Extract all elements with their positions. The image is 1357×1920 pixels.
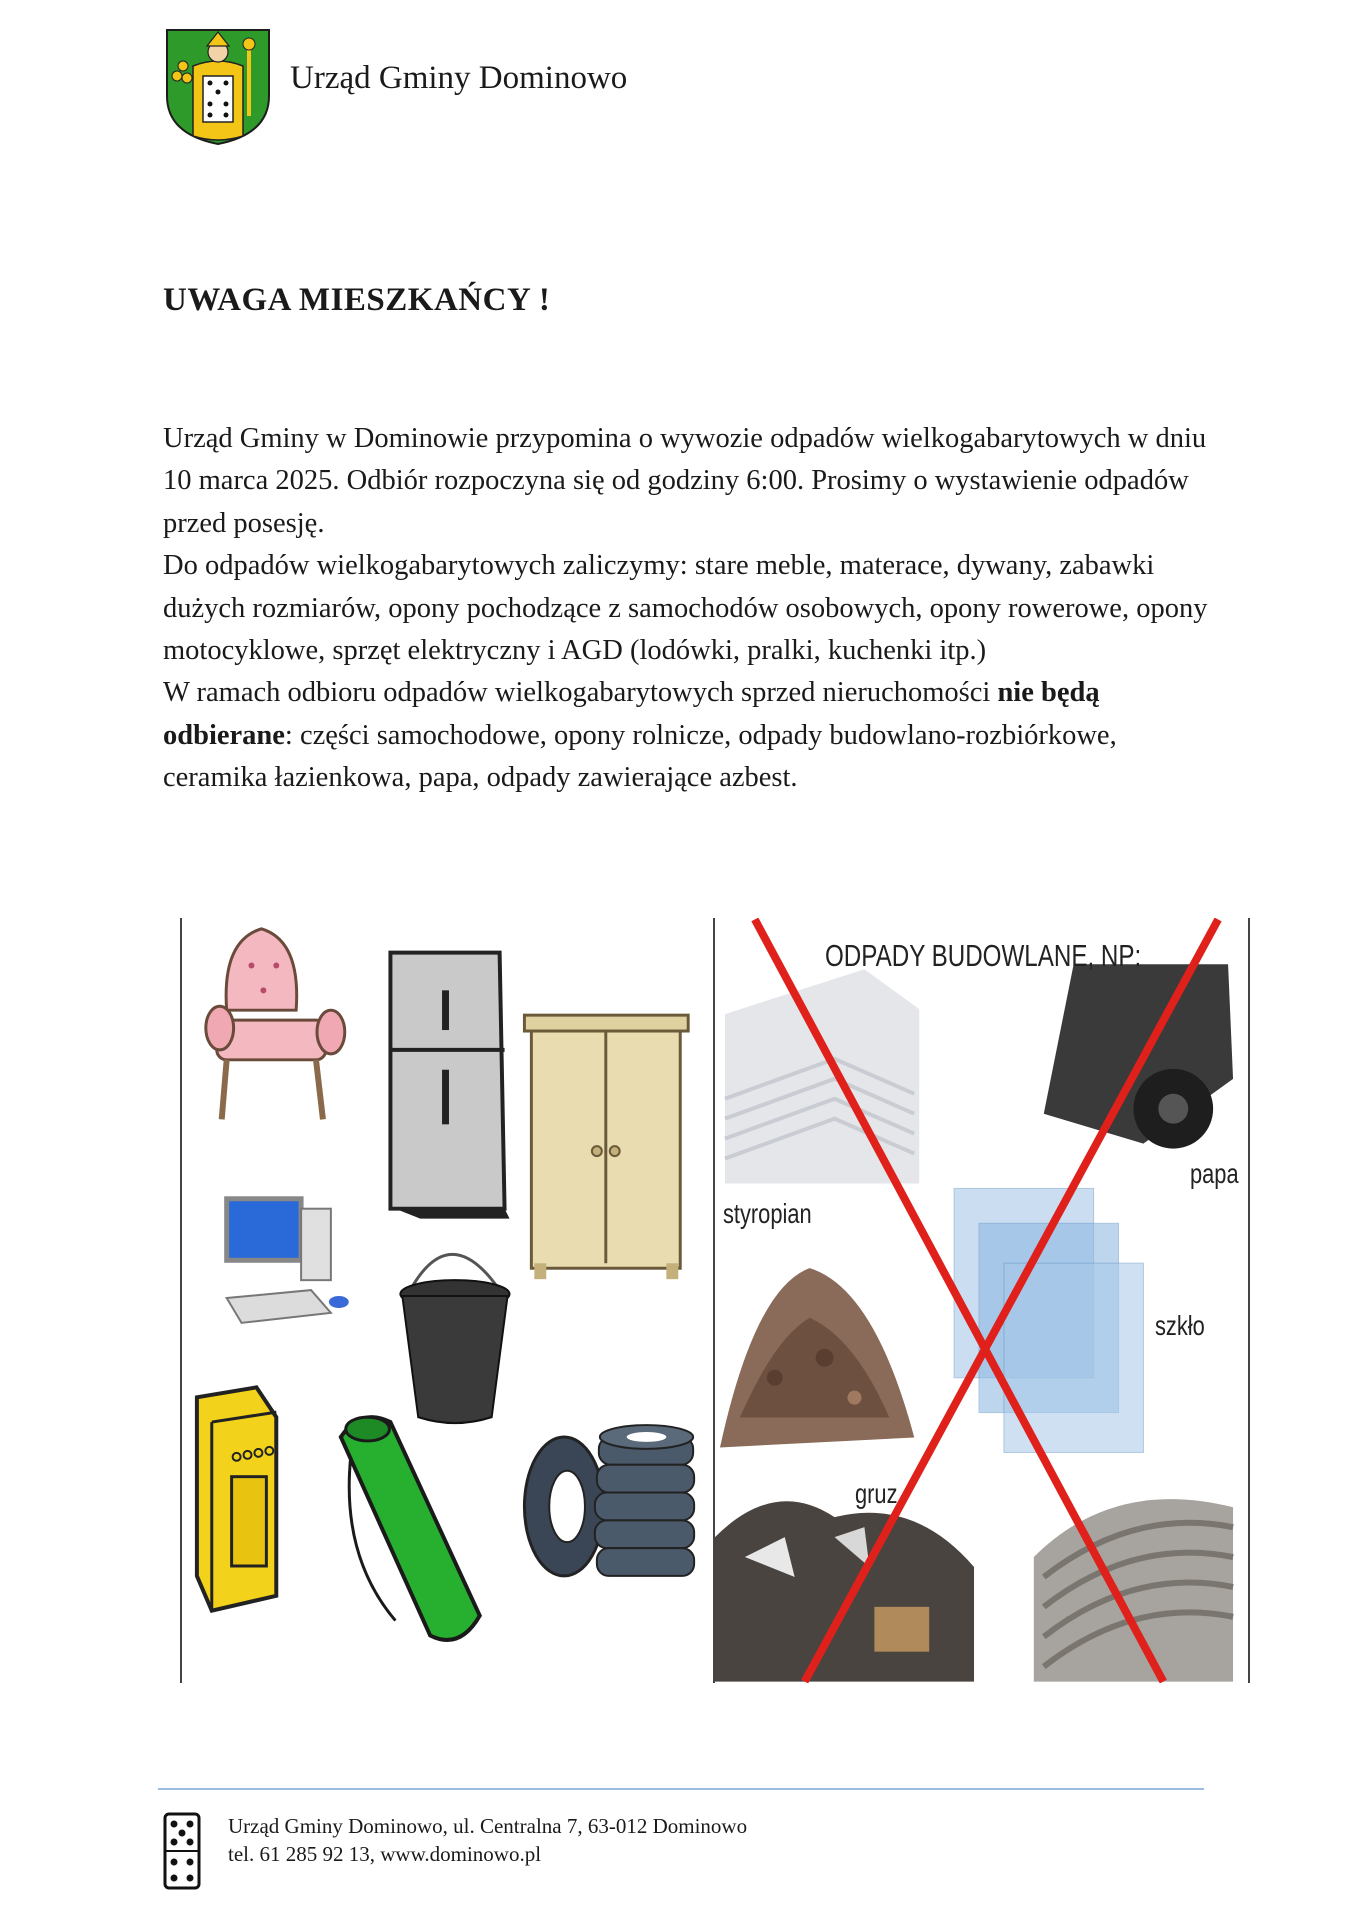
announcement-body [163, 418, 1223, 800]
label-gruz: gruz [855, 1478, 898, 1509]
fridge-icon [390, 953, 509, 1219]
computer-icon [227, 1199, 349, 1323]
tires-icon [524, 1425, 694, 1576]
header [163, 26, 273, 146]
label-papa: papa [1190, 1158, 1239, 1189]
excluded-items-title: ODPADY BUDOWLANE, NP: [825, 938, 1142, 973]
construction-debris-icon [715, 1501, 974, 1681]
label-szklo: szkło [1155, 1310, 1205, 1341]
excluded-items-panel [715, 918, 1250, 1683]
emphasis-not-collected: nie będą odbierane [163, 677, 1100, 751]
municipal-coat-of-arms-icon [163, 26, 273, 146]
stove-icon [197, 1387, 276, 1610]
roofing-felt-icon [1044, 964, 1233, 1148]
organization-name: Urząd Gminy Dominowo [290, 60, 628, 96]
label-styropian: styropian [723, 1198, 812, 1229]
bucket-icon [400, 1254, 509, 1423]
paragraph-excluded-items: W ramach odbioru odpadów wielkogabarytowych sprzed nieruchomości nie będą odbierane: części samochodowe, opony rolnicze, odpady budowlano-rozbiórkowe, ceramika łazienkowa, papa, odpady zawierające azbest. [163, 677, 1117, 794]
footer-phone-website: tel. 61 285 92 13, www.dominowo.pl [228, 1842, 542, 1866]
armchair-icon [206, 929, 345, 1120]
rubble-icon [720, 1268, 914, 1447]
wardrobe-icon [524, 1015, 688, 1279]
asbestos-sheet-icon [1034, 1499, 1233, 1681]
paragraph-accepted-items: Do odpadów wielkogabarytowych zaliczymy: stare meble, materace, dywany, zabawki dużych rozmiarów, opony pochodzące z samochodów osobowych, opony rowerowe, opony motocyklowe, sprzęt elektryczny i AGD (lodówki, pralki, kuchenki itp.) [163, 550, 1208, 667]
page-title: UWAGA MIESZKAŃCY ! [163, 282, 551, 318]
accepted-items-panel [180, 918, 715, 1683]
domino-icon [163, 1812, 201, 1890]
styrofoam-icon [725, 969, 919, 1183]
footer-contact [228, 1812, 747, 1868]
paragraph-collection-date: Urząd Gminy w Dominowie przypomina o wywozie odpadów wielkogabarytowych w dniu 10 marca 2025. Odbiór rozpoczyna się od godziny 6:00. Prosimy o wystawienie odpadów przed posesję. [163, 423, 1207, 539]
waste-infographic [180, 918, 1250, 1683]
footer-address: Urząd Gminy Dominowo, ul. Centralna 7, 63-012 Dominowo [228, 1814, 748, 1838]
carpet-icon [341, 1417, 480, 1640]
footer-divider [158, 1788, 1204, 1790]
